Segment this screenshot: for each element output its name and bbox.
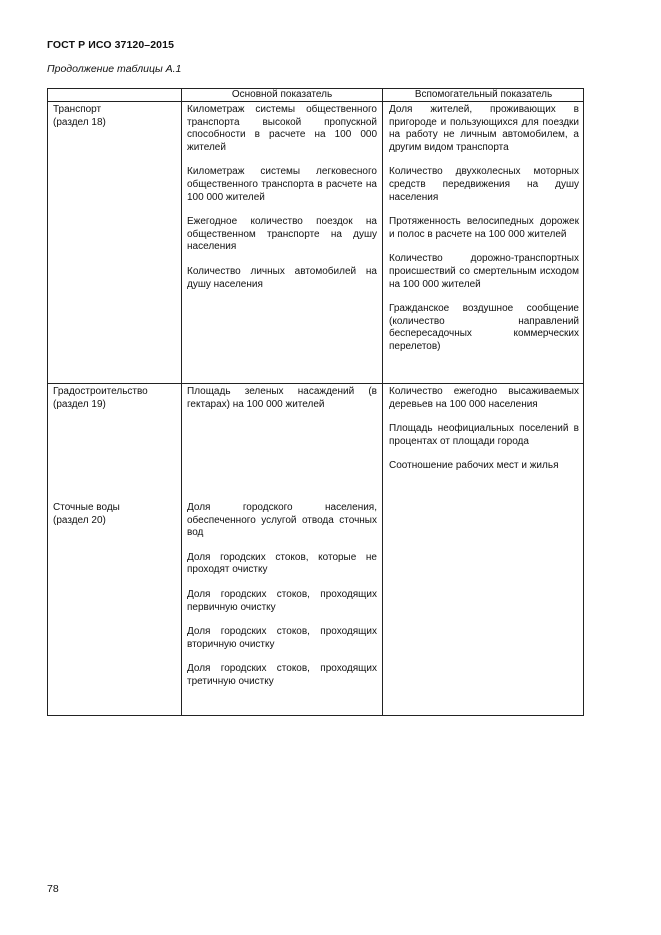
- core-indicator: Доля городских стоков, проходящих первичную очистку: [187, 588, 377, 613]
- supporting-indicator: Количество дорожно-транспортных происшествий со смертельным исходом на 100 000 жителей: [389, 253, 579, 290]
- category-section: (раздел 19): [53, 398, 106, 410]
- supporting-indicator: Гражданское воздушное сообщение (количество направлений беспересадочных коммерческих перелетов): [389, 303, 579, 352]
- column-divider-2: [382, 89, 383, 715]
- table-row-category: [53, 502, 177, 527]
- core-indicator: Километраж системы легковесного общественного транспорта в расчете на 100 000 жителей: [187, 166, 377, 203]
- indicators-table: [47, 88, 584, 716]
- category-name: Градостроительство: [53, 386, 148, 397]
- column-header-core: Основной показатель: [231, 89, 333, 100]
- header-divider: [48, 101, 583, 102]
- core-indicator: Километраж системы общественного транспорта высокой пропускной способности в расчете на 100 000 жителей: [187, 104, 377, 153]
- core-indicator: Доля городского населения, обеспеченного услугой отвода сточных вод: [187, 502, 377, 539]
- table-row-category: [53, 104, 177, 129]
- supporting-indicator: Площадь неофициальных поселений в процентах от площади города: [389, 423, 579, 447]
- supporting-indicator: Соотношение рабочих мест и жилья: [389, 460, 559, 472]
- row-divider-1: [48, 383, 583, 384]
- supporting-indicator: Доля жителей, проживающих в пригороде и пользующихся для поездки на работу не личным автомобилем, а другим видом транспорта: [389, 104, 579, 153]
- page-number: 78: [47, 883, 59, 895]
- supporting-indicator: Протяженность велосипедных дорожек и полос в расчете на 100 000 жителей: [389, 216, 579, 240]
- core-indicator: Площадь зеленых насаждений (в гектарах) на 100 000 жителей: [187, 386, 377, 410]
- core-indicator: Доля городских стоков, проходящих третичную очистку: [187, 663, 377, 687]
- core-indicator: Ежегодное количество поездок на общественном транспорте на душу населения: [187, 216, 377, 253]
- supporting-indicator: Количество двухколесных моторных средств передвижения на душу населения: [389, 166, 579, 203]
- category-name: Транспорт: [53, 104, 102, 115]
- supporting-indicator: Количество ежегодно высаживаемых деревьев на 100 000 населения: [389, 386, 579, 410]
- core-indicator: Доля городских стоков, которые не проходят очистку: [187, 551, 377, 576]
- document-code: ГОСТ Р ИСО 37120–2015: [47, 39, 175, 51]
- category-section: (раздел 18): [53, 116, 106, 128]
- table-row-category: [53, 386, 177, 411]
- column-header-supporting: Вспомогательный показатель: [414, 89, 553, 100]
- core-indicators-cell: [187, 104, 377, 291]
- category-name: Сточные воды: [53, 502, 120, 513]
- table-caption: Продолжение таблицы А.1: [47, 63, 182, 75]
- column-header-category: [48, 89, 181, 101]
- column-divider-1: [181, 89, 182, 715]
- supporting-indicators-cell: [389, 386, 579, 473]
- core-indicator: Количество личных автомобилей на душу населения: [187, 265, 377, 290]
- supporting-indicators-cell: [389, 104, 579, 354]
- core-indicator: Доля городских стоков, проходящих вторичную очистку: [187, 626, 377, 650]
- core-indicators-cell: [187, 502, 377, 689]
- core-indicators-cell: [187, 386, 377, 411]
- category-section: (раздел 20): [53, 514, 106, 526]
